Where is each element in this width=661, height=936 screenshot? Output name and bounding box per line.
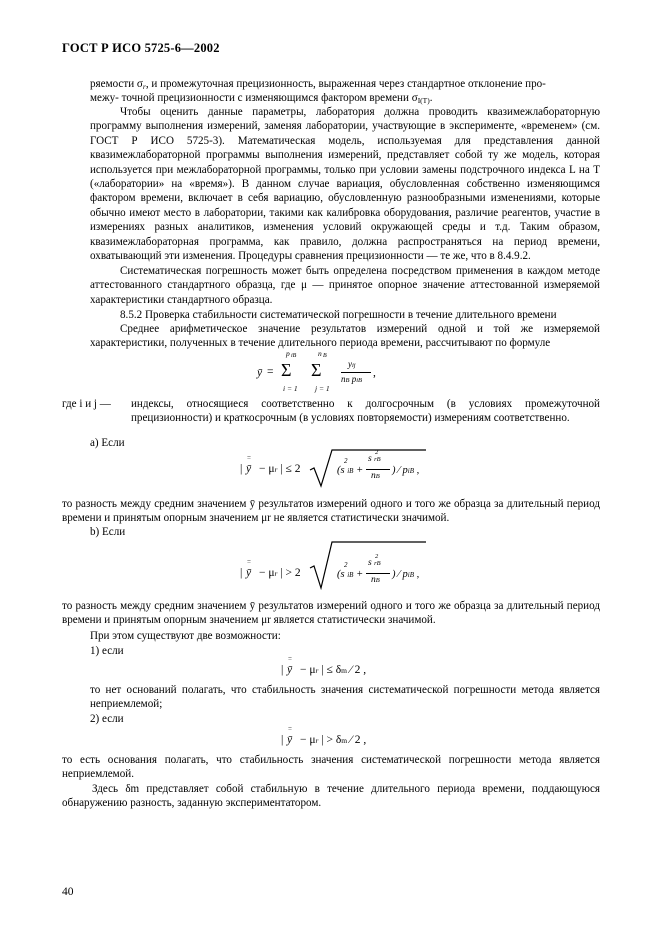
case-2-label: 2) если xyxy=(90,713,124,725)
result-case-2: то есть основания полагать, что стабильность значения систематической погрешности метода является неприемлемой. xyxy=(62,754,600,781)
page-number: 40 xyxy=(62,886,74,898)
document-header: ГОСТ Р ИСО 5725-6—2002 xyxy=(62,41,220,55)
paragraph-systematic-error: Систематическая погрешность может быть определена посредством применения в каждом методе аттестованного стандартного образца, где μ — принятое опорное значение аттестованной измеряемой характеристики стандартного образца. xyxy=(90,265,600,306)
possibilities-intro: При этом существуют две возможности: xyxy=(90,630,281,642)
case-b-label: b) Если xyxy=(90,526,126,538)
paragraph-mean-value: Среднее арифметическое значение результатов измерений одной и той же измеряемой характеристики, полученных в течение длительного периода времени, рассчитывают по формуле xyxy=(90,323,600,350)
case-a-label: a) Если xyxy=(90,437,125,449)
para1-line1: ряемости σr, и промежуточная прецизионность, выраженная через стандартное отклонение про- xyxy=(90,78,546,91)
section-8-5-2-heading: 8.5.2 Проверка стабильности систематической погрешности в течение длительного времени xyxy=(120,309,557,321)
where-definition: индексы, относящиеся соответственно к долгосрочным (в условиях промежуточной прецизионности) и краткосрочным (в условиях повторяемости) измерениям соответственно. xyxy=(131,398,600,425)
case-1-label: 1) если xyxy=(90,645,124,657)
result-case-b: то разность между средним значением ȳ результатов измерений одного и того же образца за длительный период времени и принятым опорным значением μr является статистически значимой. xyxy=(62,600,600,627)
result-case-a: то разность между средним значением ȳ результатов измерений одного и того же образца за длительный период времени и принятым опорным значением μr не является статистически значимой. xyxy=(62,498,600,525)
paragraph-quasi-interlab: Чтобы оценить данные параметры, лаборатория должна проводить квазимежлабораторную программу выполнения измерений, заменяя лаборатории, участвующие в эксперименте, «временем» (см. ГОСТ Р ИСО 5725-3). Математическая модель, используемая для представления данной квазимежлабораторной программы выполнения измерений, представляет собой ту же модель, которая используется при межлабораторной программы, только при условии замены подстрочного индекса L на T («лаборатории» на «время»). В данном случае вариация, обусловленная собственно изменяющимся фактором времени, включает в себя вариацию, обусловленную разнообразными изменениями, которые обычно имеют место в лаборатории, такими как калибровка оборудования, различие реагентов, участие в измерениях разных аналитиков, изменения условий окружающей среды и т.д. Таким образом, квазимежлабораторная программа, как правило, должна распространяться на период времени, охватывающий эти изменения. Процедуры сравнения прецизионности — те же, что в 8.4.9.2. xyxy=(90,106,600,263)
paragraph-delta-m: Здесь δm представляет собой стабильную в течение длительного периода времени, поддающуюся обнаружению разность, заданную экспериментатором. xyxy=(62,783,600,810)
para1-line2: межу- точной прецизионности с изменяющимся фактором времени σI(T). xyxy=(90,92,433,105)
result-case-1: то нет оснований полагать, что стабильность значения систематической погрешности метода является неприемлемой; xyxy=(90,684,600,711)
where-label: где i и j — xyxy=(62,398,111,410)
